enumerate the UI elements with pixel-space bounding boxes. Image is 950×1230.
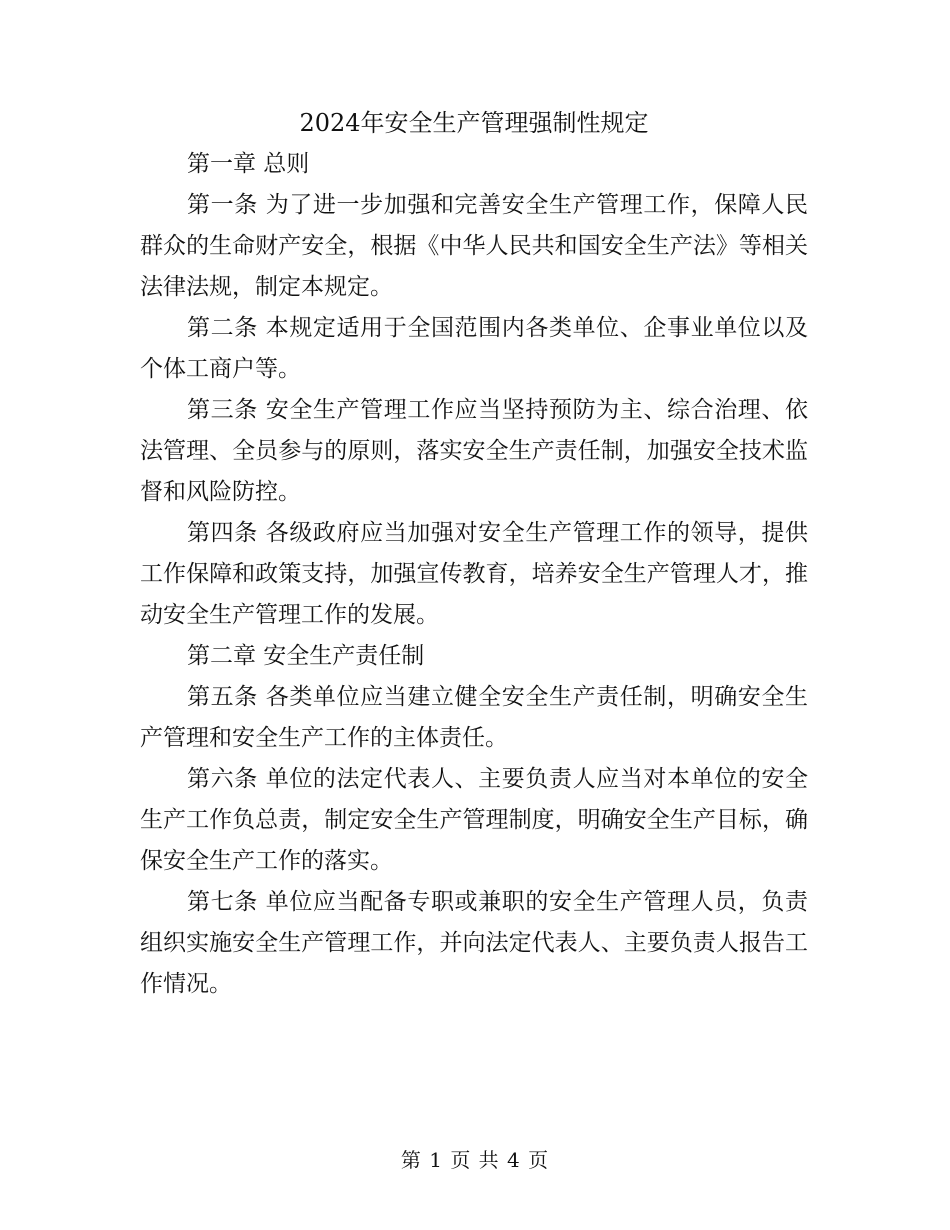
article-5: 第五条 各类单位应当建立健全安全生产责任制，明确安全生产管理和安全生产工作的主体责任。 xyxy=(140,684,808,751)
chapter-heading-2: 第二章 安全生产责任制 xyxy=(187,643,425,669)
article-3: 第三条 安全生产管理工作应当坚持预防为主、综合治理、依法管理、全员参与的原则，落实安全生产责任制，加强安全技术监督和风险防控。 xyxy=(140,397,808,505)
article-1: 第一条 为了进一步加强和完善安全生产管理工作，保障人民群众的生命财产安全，根据《中华人民共和国安全生产法》等相关法律法规，制定本规定。 xyxy=(140,192,808,300)
document-title: 2024年安全生产管理强制性规定 xyxy=(299,109,649,137)
chapter-heading-1: 第一章 总则 xyxy=(187,151,310,177)
page-number-footer: 第 1 页 共 4 页 xyxy=(400,1148,550,1172)
article-2: 第二条 本规定适用于全国范围内各类单位、企事业单位以及个体工商户等。 xyxy=(140,315,808,382)
article-6: 第六条 单位的法定代表人、主要负责人应当对本单位的安全生产工作负总责，制定安全生产管理制度，明确安全生产目标，确保安全生产工作的落实。 xyxy=(140,766,808,874)
article-4: 第四条 各级政府应当加强对安全生产管理工作的领导，提供工作保障和政策支持，加强宣传教育，培养安全生产管理人才，推动安全生产管理工作的发展。 xyxy=(140,520,808,628)
article-7: 第七条 单位应当配备专职或兼职的安全生产管理人员，负责组织实施安全生产管理工作，并向法定代表人、主要负责人报告工作情况。 xyxy=(140,889,808,997)
document-body xyxy=(140,102,808,1005)
